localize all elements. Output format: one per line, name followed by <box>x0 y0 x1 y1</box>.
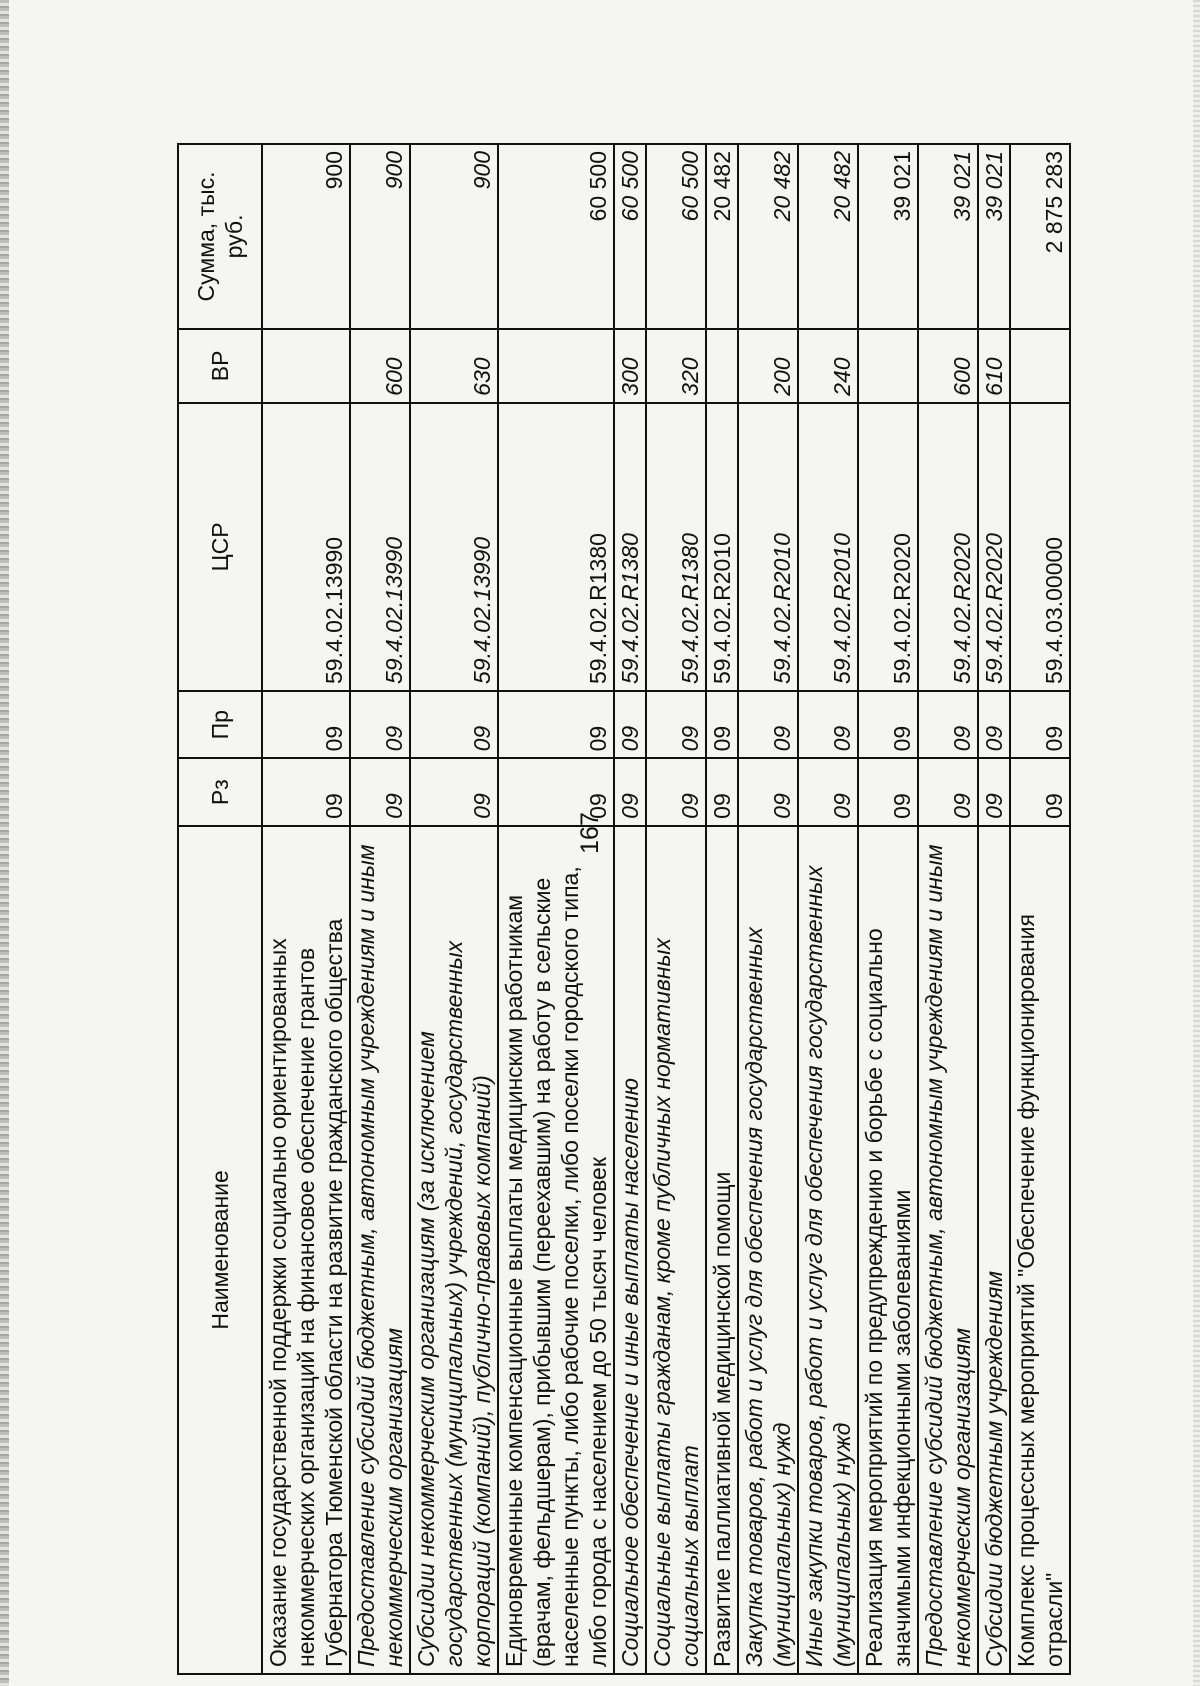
cell-rz: 09 <box>350 758 410 825</box>
cell-sum: 20 482 <box>738 144 798 329</box>
cell-pr: 09 <box>614 691 646 758</box>
table-header-row <box>178 144 262 1674</box>
table-row <box>978 144 1010 1674</box>
cell-rz: 09 <box>262 758 350 825</box>
cell-pr: 09 <box>978 691 1010 758</box>
table-row <box>350 144 410 1674</box>
scan-edge-right <box>1193 0 1200 1686</box>
cell-csr: 59.4.02.R1380 <box>498 403 614 691</box>
cell-name: Комплекс процессных мероприятий "Обеспечение функционирования отрасли" <box>1010 826 1070 1674</box>
cell-name: Субсидии некоммерческим организациям (за исключением государственных (муниципальных) учреждений, государственных корпораций (компаний), публично-правовых компаний) <box>410 826 498 1674</box>
cell-csr: 59.4.02.R2010 <box>706 403 738 691</box>
cell-vr: 300 <box>614 329 646 403</box>
cell-rz: 09 <box>858 758 918 825</box>
cell-pr: 09 <box>706 691 738 758</box>
cell-csr: 59.4.02.R1380 <box>646 403 706 691</box>
cell-name: Социальные выплаты гражданам, кроме публичных нормативных социальных выплат <box>646 826 706 1674</box>
table-row <box>498 144 614 1674</box>
cell-sum: 60 500 <box>646 144 706 329</box>
table-row <box>1010 144 1070 1674</box>
cell-name: Реализация мероприятий по предупреждению и борьбе с социально значимыми инфекционными заболеваниями <box>858 826 918 1674</box>
table-row <box>646 144 706 1674</box>
cell-sum: 39 021 <box>978 144 1010 329</box>
cell-sum: 60 500 <box>614 144 646 329</box>
cell-pr: 09 <box>798 691 858 758</box>
cell-csr: 59.4.02.R2020 <box>918 403 978 691</box>
cell-pr: 09 <box>350 691 410 758</box>
cell-csr: 59.4.03.00000 <box>1010 403 1070 691</box>
cell-pr: 09 <box>262 691 350 758</box>
table-row <box>738 144 798 1674</box>
cell-vr: 600 <box>350 329 410 403</box>
table-row <box>706 144 738 1674</box>
page-number: 167 <box>576 812 604 854</box>
cell-rz: 09 <box>798 758 858 825</box>
cell-sum: 900 <box>410 144 498 329</box>
cell-rz: 09 <box>410 758 498 825</box>
cell-sum: 2 875 283 <box>1010 144 1070 329</box>
cell-csr: 59.4.02.R2010 <box>798 403 858 691</box>
rotated-page-content <box>177 143 1067 1675</box>
header-vr: ВР <box>178 329 262 403</box>
cell-rz: 09 <box>646 758 706 825</box>
cell-rz: 09 <box>978 758 1010 825</box>
cell-csr: 59.4.02.R2020 <box>978 403 1010 691</box>
table-body <box>262 144 1070 1674</box>
cell-rz: 09 <box>918 758 978 825</box>
cell-csr: 59.4.02.13990 <box>262 403 350 691</box>
table-row <box>858 144 918 1674</box>
cell-sum: 20 482 <box>706 144 738 329</box>
cell-name: Оказание государственной поддержки социально ориентированных некоммерческих организаций на финансовое обеспечение грантов Губернатора Тюменской области на развитие гражданского общества <box>262 826 350 1674</box>
table-row <box>798 144 858 1674</box>
cell-csr: 59.4.02.13990 <box>350 403 410 691</box>
cell-name: Предоставление субсидий бюджетным, автономным учреждениям и иным некоммерческим организациям <box>918 826 978 1674</box>
cell-pr: 09 <box>918 691 978 758</box>
cell-pr: 09 <box>1010 691 1070 758</box>
cell-csr: 59.4.02.R2020 <box>858 403 918 691</box>
header-sum: Сумма, тыс. руб. <box>178 144 262 329</box>
cell-csr: 59.4.02.R1380 <box>614 403 646 691</box>
budget-table <box>177 143 1071 1675</box>
cell-name: Субсидии бюджетным учреждениям <box>978 826 1010 1674</box>
cell-vr: 320 <box>646 329 706 403</box>
cell-vr: 200 <box>738 329 798 403</box>
header-rz: Рз <box>178 758 262 825</box>
cell-vr: 600 <box>918 329 978 403</box>
cell-pr: 09 <box>858 691 918 758</box>
header-name: Наименование <box>178 826 262 1674</box>
cell-sum: 900 <box>262 144 350 329</box>
header-pr: Пр <box>178 691 262 758</box>
cell-pr: 09 <box>498 691 614 758</box>
cell-vr: 630 <box>410 329 498 403</box>
cell-name: Единовременные компенсационные выплаты медицинским работникам (врачам, фельдшерам), прибывшим (переехавшим) на работу в сельские населенные пункты, либо рабочие поселки, либо поселки городского типа, либо города с населением до 50 тысяч человек <box>498 826 614 1674</box>
cell-vr <box>1010 329 1070 403</box>
cell-vr <box>858 329 918 403</box>
table-wrapper <box>177 143 1067 1675</box>
cell-pr: 09 <box>738 691 798 758</box>
cell-name: Предоставление субсидий бюджетным, автономным учреждениям и иным некоммерческим организациям <box>350 826 410 1674</box>
header-csr: ЦСР <box>178 403 262 691</box>
table-row <box>614 144 646 1674</box>
cell-sum: 60 500 <box>498 144 614 329</box>
table-row <box>262 144 350 1674</box>
table-row <box>410 144 498 1674</box>
cell-csr: 59.4.02.13990 <box>410 403 498 691</box>
cell-sum: 900 <box>350 144 410 329</box>
cell-vr <box>498 329 614 403</box>
scan-edge-left <box>0 0 9 1686</box>
cell-csr: 59.4.02.R2010 <box>738 403 798 691</box>
cell-name: Закупка товаров, работ и услуг для обеспечения государственных (муниципальных) нужд <box>738 826 798 1674</box>
cell-rz: 09 <box>498 758 614 825</box>
cell-sum: 39 021 <box>858 144 918 329</box>
cell-rz: 09 <box>706 758 738 825</box>
cell-pr: 09 <box>646 691 706 758</box>
cell-pr: 09 <box>410 691 498 758</box>
cell-name: Социальное обеспечение и иные выплаты населению <box>614 826 646 1674</box>
cell-sum: 39 021 <box>918 144 978 329</box>
cell-name: Развитие паллиативной медицинской помощи <box>706 826 738 1674</box>
table-row <box>918 144 978 1674</box>
cell-sum: 20 482 <box>798 144 858 329</box>
cell-name: Иные закупки товаров, работ и услуг для обеспечения государственных (муниципальных) нужд <box>798 826 858 1674</box>
cell-vr: 240 <box>798 329 858 403</box>
cell-vr <box>706 329 738 403</box>
cell-rz: 09 <box>1010 758 1070 825</box>
cell-vr: 610 <box>978 329 1010 403</box>
cell-vr <box>262 329 350 403</box>
cell-rz: 09 <box>738 758 798 825</box>
cell-rz: 09 <box>614 758 646 825</box>
